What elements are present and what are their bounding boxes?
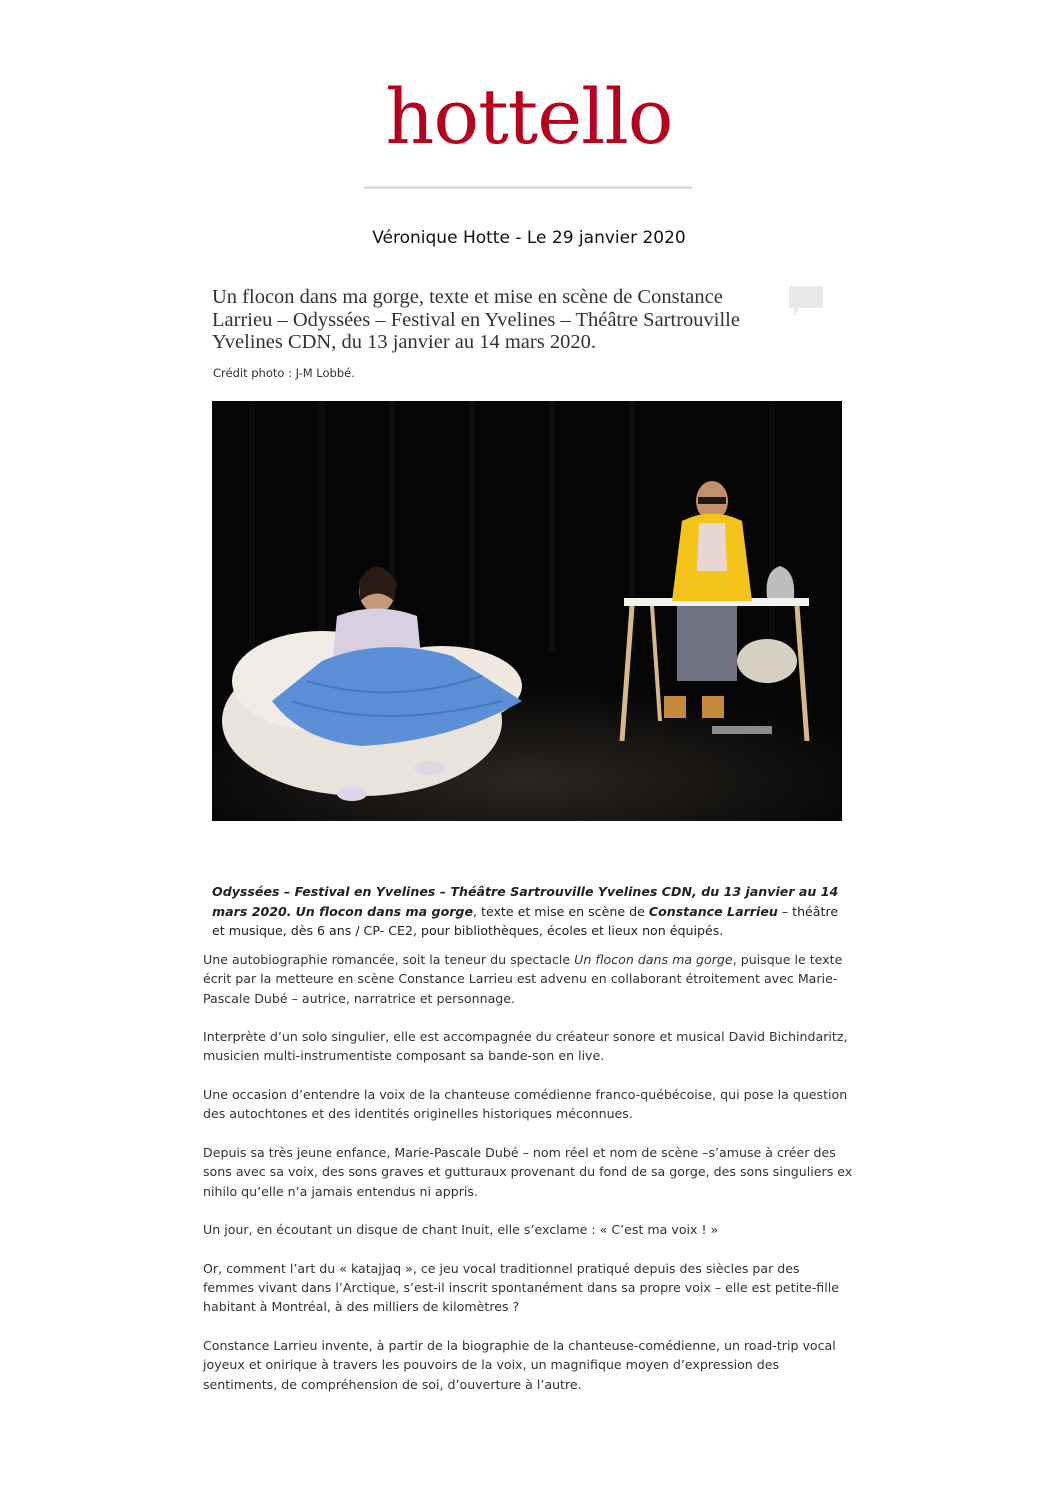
paragraph-2: Interprète d’un solo singulier, elle est accompagnée du créateur sonore et musical David Bichindaritz, musicien multi-instrumentiste composant sa bande-son en live. xyxy=(203,1029,848,1064)
logo-divider xyxy=(364,186,692,189)
article-title: Un flocon dans ma gorge, texte et mise en scène de Constance Larrieu – Odyssées – Festival en Yvelines – Théâtre Sartrouville Yvelines CDN, du 13 janvier au 14 mars 2020. xyxy=(212,286,740,353)
caption-details: – théâtre et musique, dès 6 ans / CP- CE2, pour bibliothèques, écoles et lieux non équipés. xyxy=(212,903,839,938)
paragraph-6: Or, comment l’art du « katajjaq », ce jeu vocal traditionnel pratiqué depuis des siècles par des femmes vivant dans l’Arctique, s’est-il inscrit spontanément dans sa propre voix – elle est petite-fille habitant à Montréal, à des milliers de kilomètres ? xyxy=(203,1260,839,1315)
stage-photo xyxy=(212,401,842,821)
paragraph-7: Constance Larrieu invente, à partir de la biographie de la chanteuse-comédienne, un road-trip vocal joyeux et onirique à travers les pouvoirs de la voix, un magnifique moyen d’expression des sentiments, de compréhension de soi, d’ouverture à l’autre. xyxy=(203,1337,836,1392)
paragraph-1 xyxy=(203,950,853,1008)
article-body xyxy=(203,950,853,1413)
caption-text: , texte et mise en scène de xyxy=(473,903,649,919)
byline: Véronique Hotte - Le 29 janvier 2020 xyxy=(372,228,686,248)
photo-credit: Crédit photo : J-M Lobbé. xyxy=(213,366,355,380)
site-logo[interactable]: hottello xyxy=(385,72,673,161)
caption-author: Constance Larrieu xyxy=(648,903,778,919)
paragraph-text: Une autobiographie romancée, soit la teneur du spectacle xyxy=(203,952,575,967)
paragraph-3: Une occasion d’entendre la voix de la chanteuse comédienne franco-québécoise, qui pose la question des autochtones et des identités originelles historiques méconnues. xyxy=(203,1087,848,1122)
paragraph-4: Depuis sa très jeune enfance, Marie-Pascale Dubé – nom réel et nom de scène –s’amuse à créer des sons avec sa voix, des sons graves et gutturaux provenant du fond de sa gorge, des sons singuliers ex nihilo qu’elle n’a jamais entendus ni appris. xyxy=(203,1144,853,1199)
caption-show-title: Un flocon dans ma gorge xyxy=(295,903,473,919)
comment-icon[interactable] xyxy=(789,286,823,320)
paragraph-5: Un jour, en écoutant un disque de chant Inuit, elle s’exclame : « C’est ma voix ! » xyxy=(203,1222,719,1238)
show-title-italic: Un flocon dans ma gorge xyxy=(574,952,733,967)
caption-venue: Odyssées – Festival en Yvelines – Théâtre Sartrouville Yvelines CDN, du 13 janvier au 14 mars 2020. xyxy=(212,884,839,919)
paragraph-text: , puisque le texte écrit par la metteure en scène Constance Larrieu est advenu en collaborant étroitement avec Marie-Pascale Dubé – autrice, narratrice et personnage. xyxy=(203,952,843,1006)
photo-caption xyxy=(212,882,847,941)
